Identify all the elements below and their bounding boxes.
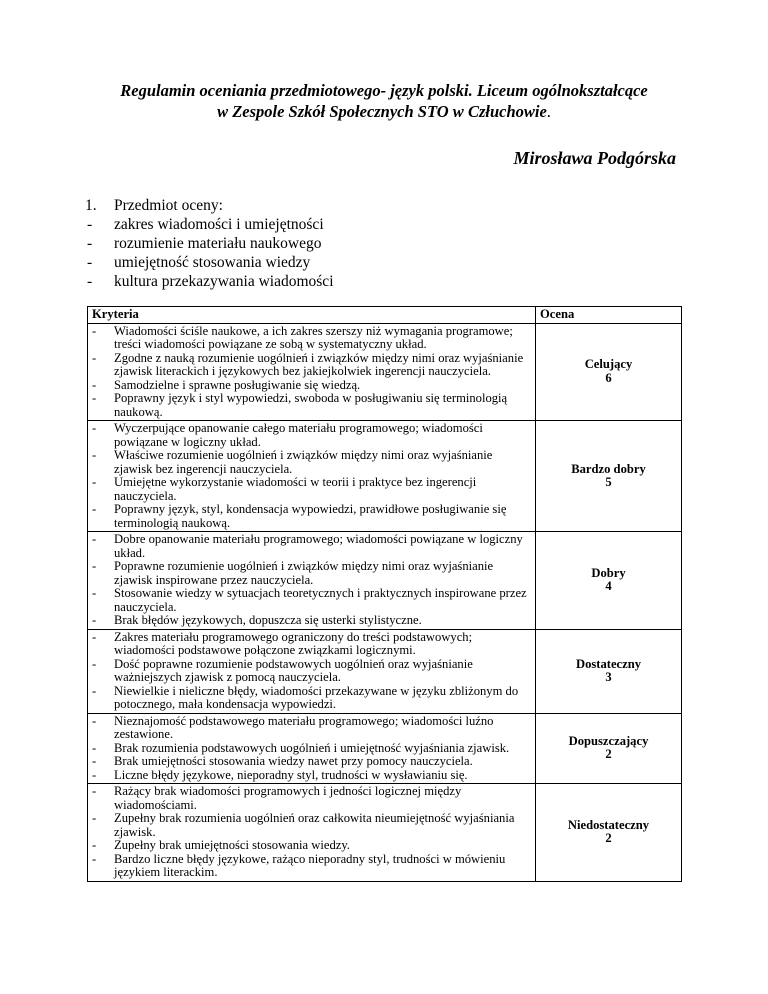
criteria-cell xyxy=(88,532,536,630)
criterion-text: Bardzo liczne błędy językowe, rażąco nieporadny styl, trudności w mówieniu językiem literackim. xyxy=(114,851,506,879)
criterion-item: - Wyczerpujące opanowanie całego materiału programowego; wiadomości powiązane w logiczny układ. xyxy=(92,421,483,449)
grade-cell xyxy=(536,713,682,784)
criterion-item: - Nieznajomość podstawowego materiału programowego; wiadomości luźno zestawione. xyxy=(92,713,494,741)
table-row xyxy=(88,784,682,882)
subject-section xyxy=(85,196,334,291)
grade-name: Celujący xyxy=(584,357,633,372)
criterion-item: - Samodzielne i sprawne posługiwanie się wiedzą. xyxy=(92,377,361,392)
criteria-cell xyxy=(88,421,536,532)
subject-item: - rozumienie materiału naukowego xyxy=(87,235,322,252)
table-row xyxy=(88,323,682,421)
criterion-text: Brak umiejętności stosowania wiedzy nawet przy pomocy nauczyciela. xyxy=(114,754,473,768)
subject-item: - kultura przekazywania wiadomości xyxy=(87,273,334,290)
grade-cell xyxy=(536,323,682,421)
grade-name: Dostateczny xyxy=(575,656,642,671)
criterion-text: Rażący brak wiadomości programowych i jedności logicznej między wiadomościami. xyxy=(114,784,462,812)
criterion-text: Wiadomości ściśle naukowe, a ich zakres szerszy niż wymagania programowe; treści wiadomości powiązane ze sobą w systematyczny układ. xyxy=(114,323,513,351)
criterion-item: - Brak umiejętności stosowania wiedzy nawet przy pomocy nauczyciela. xyxy=(92,754,473,768)
criterion-item: - Niewielkie i nieliczne błędy, wiadomości przekazywane w języku zbliżonym do potocznego, mała kondensacja wypowiedzi. xyxy=(92,683,519,711)
grading-table xyxy=(87,306,682,882)
title-line-2: w Zespole Szkół Społecznych STO w Człuchowie. xyxy=(217,102,551,121)
criterion-item: - Brak błędów językowych, dopuszcza się usterki stylistyczne. xyxy=(92,613,422,627)
criterion-text: Wyczerpujące opanowanie całego materiału programowego; wiadomości powiązane w logiczny układ. xyxy=(114,421,483,449)
grade-cell xyxy=(536,629,682,713)
criterion-text: Zgodne z nauką rozumienie uogólnień i związków między nimi oraz wyjaśnianie zjawisk literackich i językowych bez jakiejkolwiek ingerencji nauczyciela. xyxy=(114,350,524,378)
criteria-cell xyxy=(88,784,536,882)
grade-value: 2 xyxy=(605,831,612,846)
criterion-text: Umiejętne wykorzystanie wiadomości w teorii i praktyce bez ingerencji nauczyciela. xyxy=(114,475,477,503)
title-line-1: Regulamin oceniania przedmiotowego- język polski. Liceum ogólnokształcące xyxy=(120,81,648,100)
grade-name: Dopuszczający xyxy=(568,733,649,748)
criterion-text: Zupełny brak umiejętności stosowania wiedzy. xyxy=(114,838,350,852)
criterion-text: Dość poprawne rozumienie podstawowych uogólnień oraz wyjaśnianie ważniejszych zjawisk z pomocą nauczyciela. xyxy=(114,656,473,684)
criterion-item: - Zakres materiału programowego ograniczony do treści podstawowych; wiadomości podstawowe połączone związkami logicznymi. xyxy=(92,629,473,657)
criterion-item: - Zupełny brak rozumienia uogólnień oraz całkowita nieumiejętność wyjaśniania zjawisk. xyxy=(92,811,515,839)
criterion-text: Brak błędów językowych, dopuszcza się usterki stylistyczne. xyxy=(114,613,422,627)
criterion-item: - Brak rozumienia podstawowych uogólnień i umiejętność wyjaśniania zjawisk. xyxy=(92,740,510,755)
table-row xyxy=(88,713,682,784)
grade-cell xyxy=(536,784,682,882)
grade-name: Bardzo dobry xyxy=(571,461,646,476)
table-header-row xyxy=(88,307,682,324)
criterion-item: - Umiejętne wykorzystanie wiadomości w teorii i praktyce bez ingerencji nauczyciela. xyxy=(92,475,477,503)
criterion-item: - Zgodne z nauką rozumienie uogólnień i związków między nimi oraz wyjaśnianie zjawisk literackich i językowych bez jakiejkolwiek ingerencji nauczyciela. xyxy=(92,350,524,378)
criteria-cell xyxy=(88,323,536,421)
criterion-text: Stosowanie wiedzy w sytuacjach teoretycznych i praktycznych inspirowane przez nauczyciela. xyxy=(114,586,527,614)
subject-item: - zakres wiadomości i umiejętności xyxy=(87,216,324,233)
grade-value: 3 xyxy=(605,670,612,684)
criterion-text: Samodzielne i sprawne posługiwanie się wiedzą. xyxy=(114,377,361,392)
grade-header: Ocena xyxy=(536,307,682,324)
grade-cell xyxy=(536,532,682,630)
criterion-text: Poprawne rozumienie uogólnień i związków między nimi oraz wyjaśnianie zjawisk inspirowane przez nauczyciela. xyxy=(114,559,494,587)
criterion-text: Brak rozumienia podstawowych uogólnień i umiejętność wyjaśniania zjawisk. xyxy=(114,740,510,755)
criterion-item: - Liczne błędy językowe, nieporadny styl, trudności w wysławianiu się. xyxy=(92,767,468,782)
criterion-item: - Poprawne rozumienie uogólnień i związków między nimi oraz wyjaśnianie zjawisk inspirowane przez nauczyciela. xyxy=(92,559,494,587)
criteria-header: Kryteria xyxy=(88,307,536,324)
table-row xyxy=(88,629,682,713)
subject-heading xyxy=(85,196,334,215)
criteria-cell xyxy=(88,713,536,784)
criterion-text: Poprawny język, styl, kondensacja wypowiedzi, prawidłowe posługiwanie się terminologią naukową. xyxy=(114,502,507,530)
table-row xyxy=(88,421,682,532)
criteria-cell xyxy=(88,629,536,713)
criterion-item: - Stosowanie wiedzy w sytuacjach teoretycznych i praktycznych inspirowane przez nauczyciela. xyxy=(92,586,527,614)
table-body xyxy=(88,323,682,881)
grade-value: 6 xyxy=(605,370,612,385)
criterion-item: - Rażący brak wiadomości programowych i jedności logicznej między wiadomościami. xyxy=(92,784,462,812)
author-name: Mirosława Podgórska xyxy=(513,148,676,168)
criterion-text: Zupełny brak rozumienia uogólnień oraz całkowita nieumiejętność wyjaśniania zjawisk. xyxy=(114,811,515,839)
grade-cell xyxy=(536,421,682,532)
grade-value: 4 xyxy=(605,579,612,594)
document-title xyxy=(60,80,708,122)
criterion-item: - Wiadomości ściśle naukowe, a ich zakres szerszy niż wymagania programowe; treści wiadomości powiązane ze sobą w systematyczny układ. xyxy=(92,323,513,351)
criterion-item: - Dobre opanowanie materiału programowego; wiadomości powiązane w logiczny układ. xyxy=(92,532,523,560)
criterion-text: Zakres materiału programowego ograniczony do treści podstawowych; wiadomości podstawowe połączone związkami logicznymi. xyxy=(114,629,473,657)
criterion-item: - Bardzo liczne błędy językowe, rażąco nieporadny styl, trudności w mówieniu językiem literackim. xyxy=(92,851,506,879)
criterion-text: Liczne błędy językowe, nieporadny styl, trudności w wysławianiu się. xyxy=(114,767,468,782)
table-row xyxy=(88,532,682,630)
criterion-item: - Właściwe rozumienie uogólnień i związków między nimi oraz wyjaśnianie zjawisk bez ingerencji nauczyciela. xyxy=(92,448,493,476)
criterion-text: Niewielkie i nieliczne błędy, wiadomości przekazywane w języku zbliżonym do potocznego, mała kondensacja wypowiedzi. xyxy=(114,683,519,711)
criterion-text: Właściwe rozumienie uogólnień i związków między nimi oraz wyjaśnianie zjawisk bez ingerencji nauczyciela. xyxy=(114,448,493,476)
grade-value: 5 xyxy=(605,475,612,489)
grade-value: 2 xyxy=(605,747,612,762)
grade-name: Niedostateczny xyxy=(567,817,650,832)
subject-item: - umiejętność stosowania wiedzy xyxy=(87,254,311,271)
criterion-text: Poprawny język i styl wypowiedzi, swoboda w posługiwaniu się terminologią naukową. xyxy=(114,391,508,419)
criterion-text: Dobre opanowanie materiału programowego; wiadomości powiązane w logiczny układ. xyxy=(114,532,523,560)
criterion-item: - Poprawny język i styl wypowiedzi, swoboda w posługiwaniu się terminologią naukową. xyxy=(92,391,508,419)
criterion-item: - Poprawny język, styl, kondensacja wypowiedzi, prawidłowe posługiwanie się terminologią naukową. xyxy=(92,502,507,530)
criterion-text: Nieznajomość podstawowego materiału programowego; wiadomości luźno zestawione. xyxy=(114,713,494,741)
criterion-item: - Zupełny brak umiejętności stosowania wiedzy. xyxy=(92,838,350,852)
criterion-item: - Dość poprawne rozumienie podstawowych uogólnień oraz wyjaśnianie ważniejszych zjawisk z pomocą nauczyciela. xyxy=(92,656,473,684)
section-title: Przedmiot oceny: xyxy=(114,197,223,214)
grade-name: Dobry xyxy=(591,565,626,580)
section-number: 1. xyxy=(85,197,97,214)
